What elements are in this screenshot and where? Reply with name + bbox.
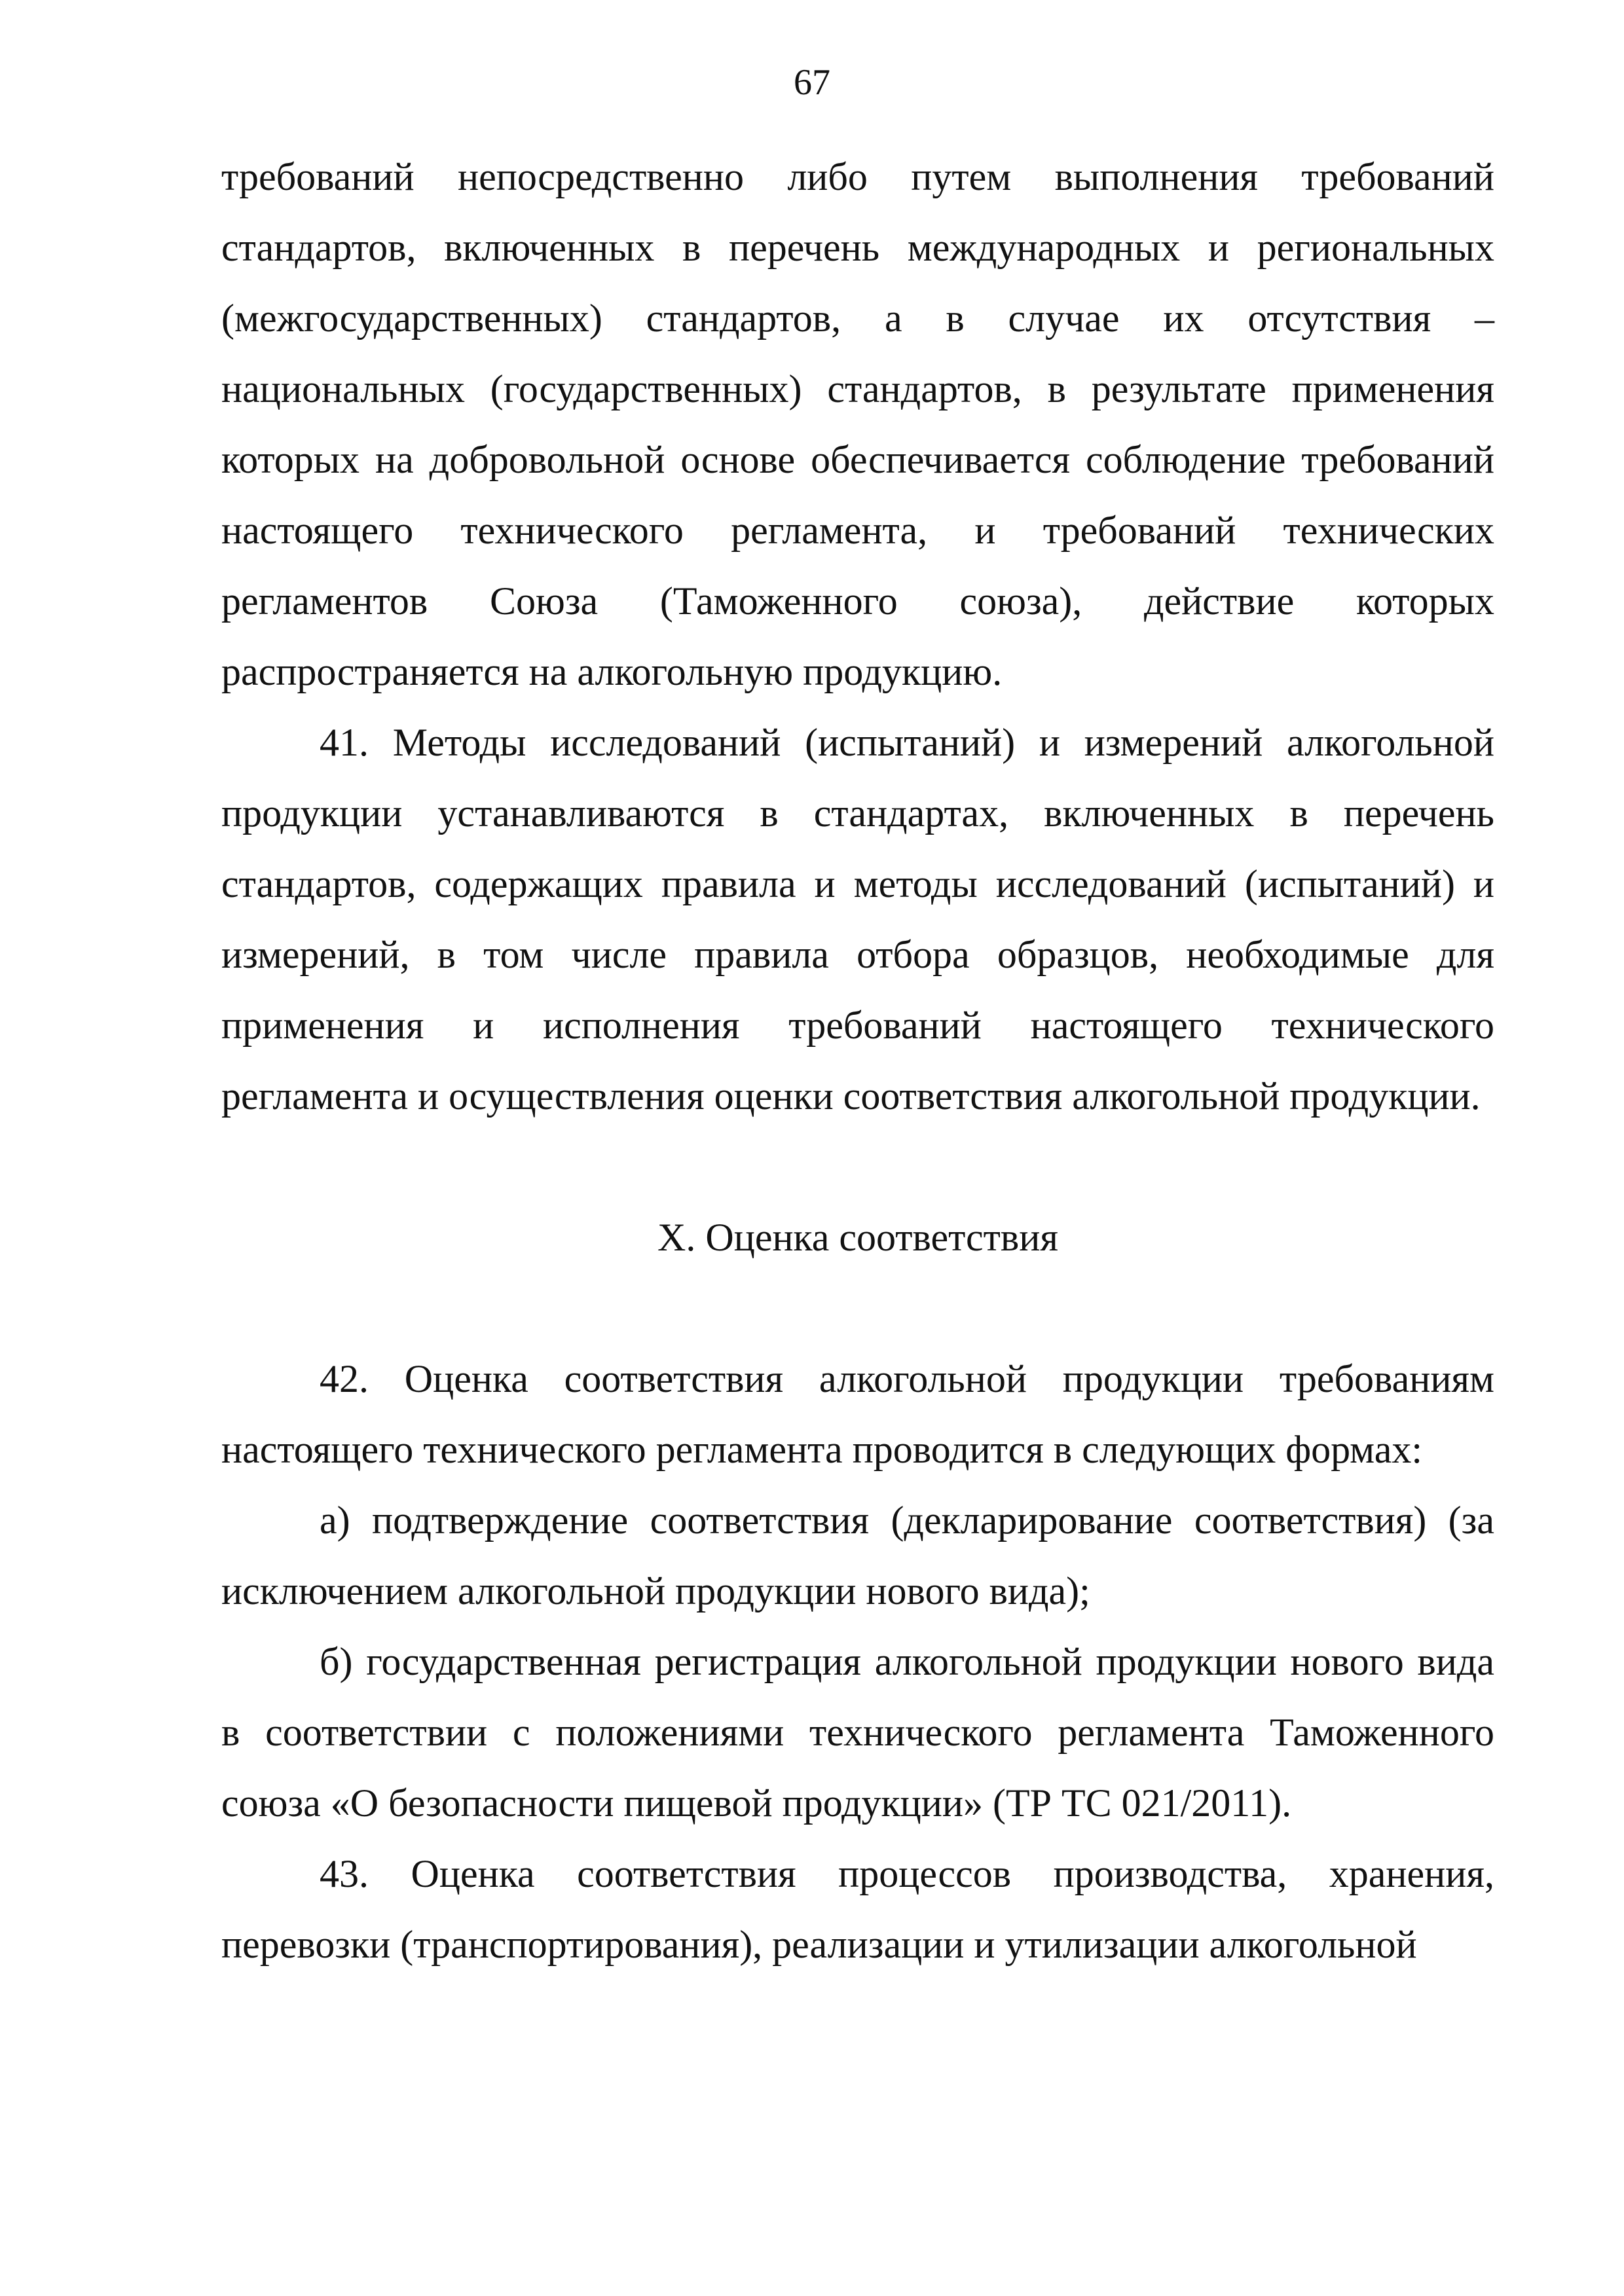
spacer — [221, 1273, 1494, 1343]
paragraph-42: 42. Оценка соответствия алкогольной продукции требованиям настоящего технического регламента проводится в следующих формах: — [221, 1357, 1494, 1471]
paragraph-continuation: требований непосредственно либо путем выполнения требований стандартов, включенных в перечень международных и региональных (межгосударственных) стандартов, а в случае их отсутствия – национальных (государственных) стандартов, в результате применения которых на добровольной основе обеспечивается соблюдение требований настоящего технического регламента, и требований технических регламентов Союза (Таможенного союза), действие которых распространяется на алкогольную продукцию. — [221, 155, 1494, 693]
section-heading: X. Оценка соответствия — [657, 1216, 1058, 1259]
spacer — [221, 1131, 1494, 1202]
paragraph-41: 41. Методы исследований (испытаний) и измерений алкогольной продукции устанавливаются в стандартах, включенных в перечень стандартов, содержащих правила и методы исследований (испытаний) и измерений, в том числе правила отбора образцов, необходимые для применения и исполнения требований настоящего технического регламента и осуществления оценки соответствия алкогольной продукции. — [221, 721, 1494, 1118]
page-number: 67 — [794, 62, 830, 103]
paragraph-42-a: а) подтверждение соответствия (декларирование соответствия) (за исключением алкогольной продукции нового вида); — [221, 1499, 1494, 1613]
paragraph-42-b: б) государственная регистрация алкогольной продукции нового вида в соответствии с положениями технического регламента Таможенного союза «О безопасности пищевой продукции» (ТР ТС 021/2011). — [221, 1640, 1494, 1825]
document-body — [221, 141, 1494, 1980]
paragraph-43: 43. Оценка соответствия процессов производства, хранения, перевозки (транспортирования), реализации и утилизации алкогольной — [221, 1852, 1494, 1966]
